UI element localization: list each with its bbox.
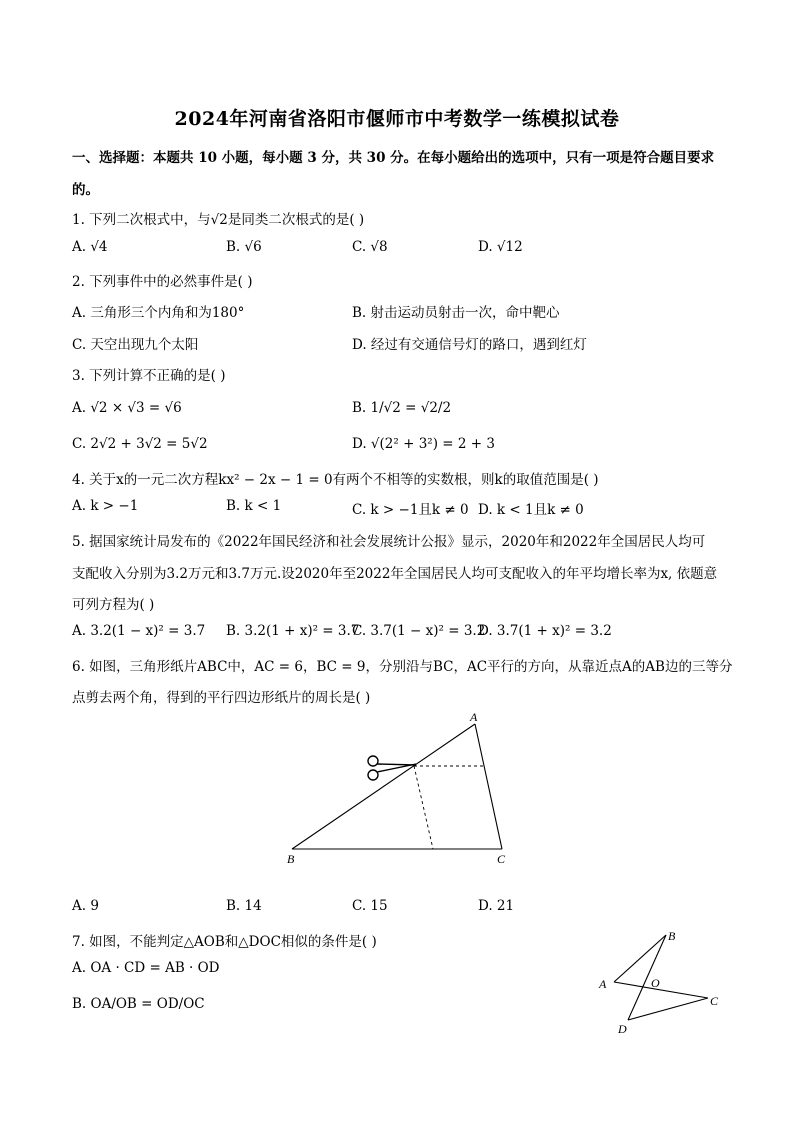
- segment-dc: [628, 998, 708, 1020]
- q2-option-b: B. 射击运动员射击一次，命中靶心: [352, 305, 560, 321]
- label-c: C: [710, 994, 719, 1008]
- q2-option-d: D. 经过有交通信号灯的路口，遇到红灯: [352, 337, 587, 353]
- q6-option-c: C. 15: [352, 898, 388, 914]
- question-1-stem: 1. 下列二次根式中，与√2是同类二次根式的是( ): [72, 212, 365, 228]
- label-b: B: [668, 929, 676, 943]
- segment-ac: [614, 982, 708, 998]
- q4-option-a: A. k > −1: [72, 498, 139, 514]
- label-d: D: [618, 1022, 627, 1036]
- q3-option-a: A. √2 × √3 = √6: [72, 400, 182, 416]
- q3-option-c: C. 2√2 + 3√2 = 5√2: [72, 436, 208, 452]
- q5-option-c: C. 3.7(1 − x)² = 3.2: [352, 623, 486, 639]
- similar-triangles-figure: [590, 925, 730, 1040]
- side-ac: [475, 724, 502, 849]
- q5-option-b: B. 3.2(1 + x)² = 3.7: [226, 623, 360, 639]
- question-3-stem: 3. 下列计算不正确的是( ): [72, 368, 226, 384]
- page-title: 2024年河南省洛阳市偃师市中考数学一练模拟试卷: [174, 108, 620, 130]
- question-5-stem-line2: 支配收入分别为3.2万元和3.7万元.设2020年至2022年全国居民人均可支配收入的年平均增长率为x, 依题意: [72, 566, 718, 582]
- q1-option-b: B. √6: [226, 239, 262, 255]
- q3-option-b: B. 1/√2 = √2/2: [352, 400, 452, 416]
- question-6-stem-line2: 点剪去两个角，得到的平行四边形纸片的周长是( ): [72, 690, 371, 706]
- q1-option-d: D. √12: [478, 239, 523, 255]
- q2-option-c: C. 天空出现九个太阳: [72, 337, 199, 353]
- q6-option-d: D. 21: [478, 898, 515, 914]
- label-a: A: [470, 710, 478, 724]
- question-5-stem-line3: 可列方程为( ): [72, 597, 155, 613]
- label-a: A: [599, 977, 607, 991]
- segment-ab: [614, 935, 666, 982]
- q4-option-b: B. k < 1: [226, 498, 282, 514]
- cut-line-parallel-ac: [414, 766, 433, 849]
- question-7-stem: 7. 如图，不能判定△AOB和△DOC相似的条件是( ): [72, 934, 377, 950]
- label-o: O: [651, 976, 660, 990]
- q1-option-a: A. √4: [72, 239, 108, 255]
- question-2-stem: 2. 下列事件中的必然事件是( ): [72, 274, 253, 290]
- q5-option-d: D. 3.7(1 + x)² = 3.2: [478, 623, 612, 639]
- q6-option-a: A. 9: [72, 898, 99, 914]
- q7-option-a: A. OA · CD = AB · OD: [72, 960, 220, 976]
- question-5-stem-line1: 5. 据国家统计局发布的《2022年国民经济和社会发展统计公报》显示，2020年和2022年全国居民人均可: [72, 534, 706, 550]
- q5-option-a: A. 3.2(1 − x)² = 3.7: [72, 623, 206, 639]
- side-ab: [292, 724, 475, 849]
- question-4-stem: 4. 关于x的一元二次方程kx² − 2x − 1 = 0有两个不相等的实数根，则k的取值范围是( ): [72, 472, 599, 488]
- q6-option-b: B. 14: [226, 898, 262, 914]
- q4-option-d: D. k < 1且k ≠ 0: [478, 502, 584, 518]
- q1-option-c: C. √8: [352, 239, 388, 255]
- triangle-figure: [270, 705, 530, 870]
- section-header-line1: 一、选择题：本题共 10 小题，每小题 3 分，共 30 分。在每小题给出的选项中，只有一项是符合题目要求: [72, 150, 715, 166]
- scissors-icon: [368, 756, 416, 780]
- section-header-line2: 的。: [72, 182, 99, 198]
- q2-option-a: A. 三角形三个内角和为180°: [72, 305, 245, 321]
- q4-option-c: C. k > −1且k ≠ 0: [352, 502, 469, 518]
- q3-option-d: D. √(2² + 3²) = 2 + 3: [352, 436, 495, 452]
- q7-option-b: B. OA/OB = OD/OC: [72, 996, 205, 1012]
- label-c: C: [497, 852, 506, 866]
- label-b: B: [287, 852, 295, 866]
- question-6-stem-line1: 6. 如图，三角形纸片ABC中，AC = 6，BC = 9，分别沿与BC，AC平行的方向，从靠近点A的AB边的三等分: [72, 659, 733, 675]
- segment-bd: [628, 935, 666, 1020]
